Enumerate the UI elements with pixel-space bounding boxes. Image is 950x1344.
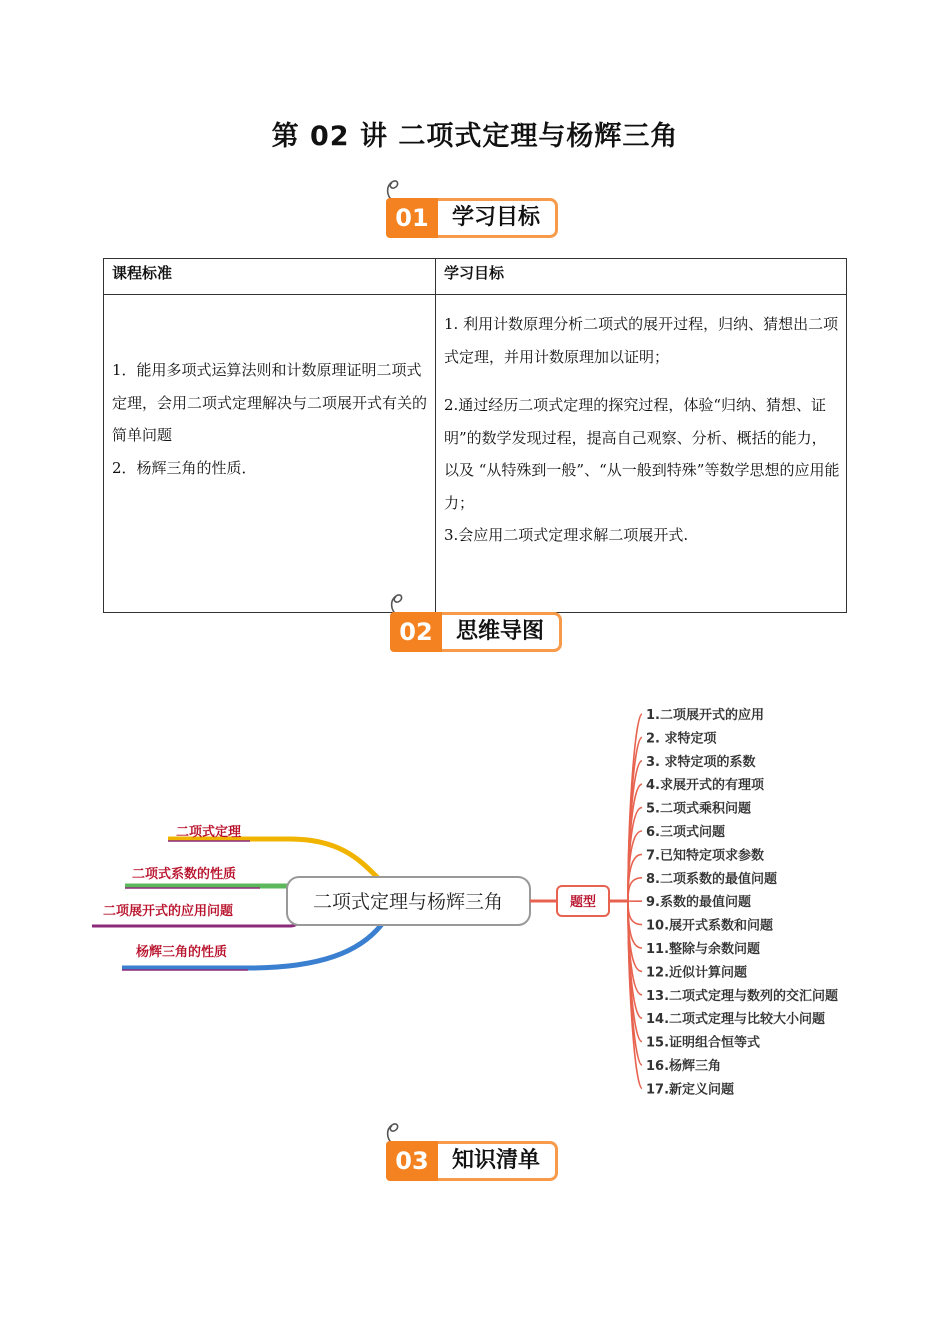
topic-item: 7.已知特定项求参数	[646, 848, 764, 864]
header-learning-goals: 学习目标	[436, 259, 847, 295]
topic-item: 8.二项系数的最值问题	[646, 871, 777, 887]
section-label: 学习目标	[438, 198, 558, 238]
objectives-table	[103, 258, 847, 613]
goals-cell	[436, 295, 847, 613]
topic-connector	[628, 901, 642, 925]
section-number: 03	[386, 1141, 438, 1181]
topic-item: 2. 求特定项	[646, 731, 717, 747]
header-course-standard: 课程标准	[104, 259, 436, 295]
mind-map	[0, 690, 950, 1110]
section-label: 思维导图	[442, 612, 562, 652]
topic-item: 12.近似计算问题	[646, 965, 748, 981]
standards-cell	[104, 295, 436, 613]
topic-item: 9.系数的最值问题	[646, 895, 751, 911]
topic-type-label: 题型	[569, 895, 597, 910]
goal-item: 3.会应用二项式定理求解二项展开式.	[444, 526, 689, 544]
topic-item: 10.展开式系数和问题	[646, 918, 774, 934]
standard-item: 2．杨辉三角的性质．	[112, 458, 257, 477]
topic-item: 1.二项展开式的应用	[646, 708, 764, 723]
goal-item: 2.通过经历二项式定理的探究过程，体验“归纳、猜想、证明”的数学发现过程，提高自己观察、分析、概括的能力，以及 “从特殊到一般”、“从一般到特殊”等数学思想的应用能力；	[444, 396, 840, 512]
topic-item: 6.三项式问题	[646, 825, 725, 840]
section-number: 02	[390, 612, 442, 652]
topic-item: 14.二项式定理与比较大小问题	[646, 1012, 826, 1028]
topic-connector	[628, 878, 642, 901]
goal-item: 1. 利用计数原理分析二项式的展开过程，归纳、猜想出二项式定理，并用计数原理加以证明；	[444, 315, 839, 366]
topic-item: 17.新定义问题	[646, 1082, 735, 1098]
topic-list	[628, 707, 838, 1097]
left-branch-label: 二项式系数的性质	[132, 867, 237, 882]
left-branch-label: 二项展开式的应用问题	[103, 904, 234, 919]
center-node-label: 二项式定理与杨辉三角	[312, 891, 504, 913]
section-number: 01	[386, 198, 438, 238]
topic-item: 4.求展开式的有理项	[646, 778, 764, 794]
topic-item: 16.杨辉三角	[646, 1059, 722, 1074]
topic-item: 5.二项式乘积问题	[646, 801, 751, 817]
standard-item: 1．能用多项式运算法则和计数原理证明二项式定理，会用二项式定理解决与二项展开式有关的简单问题	[112, 361, 428, 444]
section-label: 知识清单	[438, 1141, 558, 1181]
topic-item: 15.证明组合恒等式	[646, 1035, 761, 1051]
topic-item: 13.二项式定理与数列的交汇问题	[646, 988, 839, 1004]
left-branch-label: 二项式定理	[176, 825, 242, 840]
page-title: 第 02 讲 二项式定理与杨辉三角	[271, 121, 679, 152]
topic-item: 11.整除与余数问题	[646, 942, 761, 957]
topic-item: 3. 求特定项的系数	[646, 754, 756, 770]
left-branch-label: 杨辉三角的性质	[136, 945, 228, 960]
